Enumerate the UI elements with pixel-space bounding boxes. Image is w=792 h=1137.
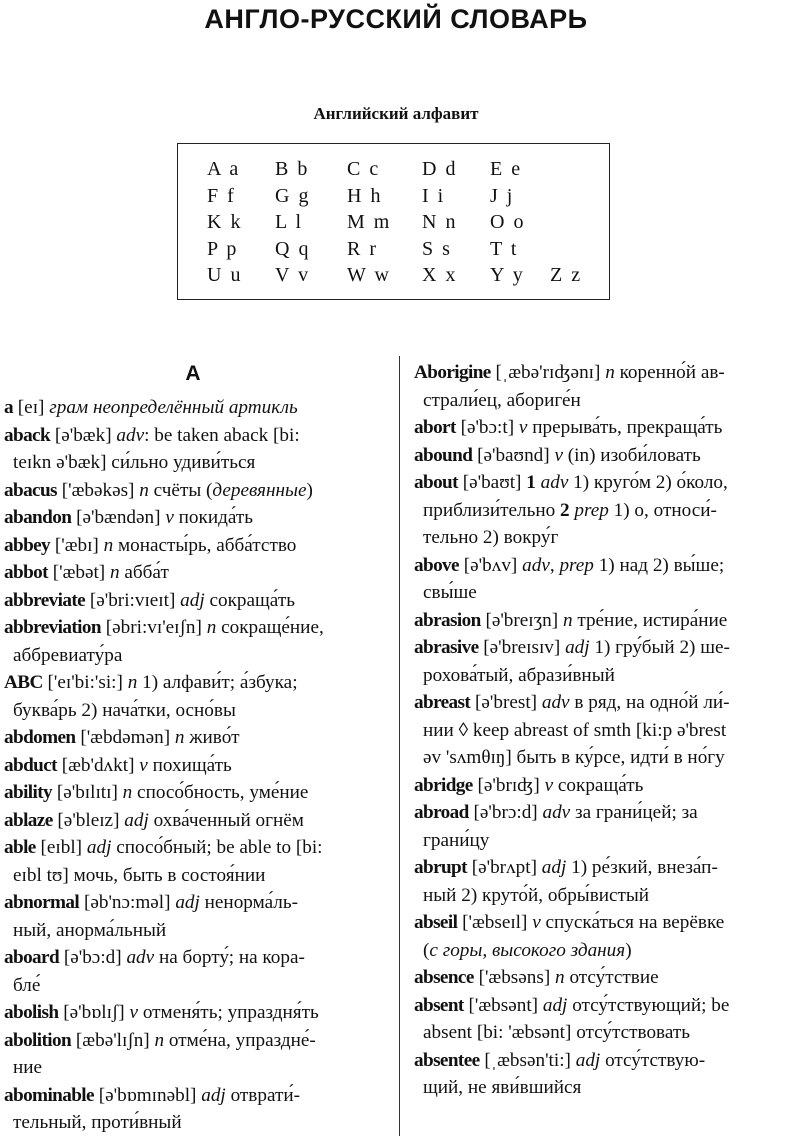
entry-text: [ə'brʌpt] — [466, 857, 542, 878]
entry-text: [æbə'lɪʃn] — [71, 1029, 155, 1051]
entry-headword: ablaze — [4, 809, 53, 831]
entry-headword: about — [414, 472, 458, 493]
alphabet-letter: T t — [490, 237, 519, 260]
entry-text: отменя́ть; упраздня́ть — [138, 1002, 319, 1023]
grammar-label: prep — [559, 554, 594, 576]
entry-text: ) — [306, 479, 313, 501]
alphabet-letter: O o — [490, 211, 526, 233]
dictionary-line — [4, 862, 396, 890]
entry-text: absent [bi: 'æbsənt] отсу́тствовать — [423, 1022, 691, 1043]
entry-text: [ə'bɒlɪʃ] — [58, 1002, 130, 1023]
dictionary-line — [4, 724, 396, 752]
entry-text: охва́ченный огнём — [148, 809, 304, 831]
entry-text: ['æbdəmən] — [75, 727, 175, 748]
entry-text: сокраще́ние, — [216, 617, 324, 638]
grammar-label: adj — [180, 589, 205, 611]
entry-text: 1) ре́зкий, внеза́п- — [566, 857, 718, 878]
entry-headword: abound — [414, 444, 473, 466]
entry-text: : be taken aback [bi: — [144, 424, 300, 446]
dictionary-line — [414, 414, 790, 442]
grammar-label: с горы, высокого здания — [429, 939, 626, 961]
entry-text: ['æbsənt] — [463, 994, 543, 1016]
dictionary-line — [4, 669, 396, 697]
entry-headword: abort — [414, 417, 456, 438]
dictionary-line — [4, 834, 396, 862]
section-letter: A — [185, 362, 201, 385]
entry-headword: abseil — [414, 912, 458, 933]
dictionary-line — [414, 744, 790, 772]
entry-headword: abridge — [414, 774, 473, 796]
dictionary-line — [4, 1027, 396, 1055]
entry-headword: abandon — [4, 507, 72, 528]
grammar-label: v — [544, 774, 554, 796]
alphabet-letter: S s — [422, 237, 452, 260]
alphabet-letter: D d — [422, 158, 458, 180]
entry-text: ['æbsəns] — [473, 967, 556, 988]
dictionary-line — [414, 799, 790, 827]
dictionary-line — [414, 854, 790, 882]
grammar-label: adv — [542, 802, 571, 823]
entry-text: отврати́- — [225, 1084, 301, 1106]
entry-text: [əbri:vɪ'eɪʃn] — [100, 617, 207, 638]
entry-headword: ability — [4, 782, 53, 803]
grammar-label: n — [562, 609, 573, 631]
entry-headword: abreast — [414, 692, 471, 713]
alphabet-letter: E e — [490, 158, 523, 180]
dictionary-line — [4, 477, 396, 505]
entry-headword: abolition — [4, 1029, 72, 1051]
entry-headword: absence — [414, 967, 474, 988]
entry-text: отсу́тствующий; be — [567, 994, 730, 1016]
entry-text: страли́ец, абориге́н — [423, 389, 581, 411]
entry-text: [ə'bɔ:d] — [59, 947, 127, 968]
entry-text: [ə'bʌv] — [458, 554, 523, 576]
entry-headword: abominable — [4, 1084, 94, 1106]
entry-headword: absentee — [414, 1049, 480, 1071]
alphabet-letter: G g — [275, 184, 311, 207]
entry-headword: a — [4, 397, 13, 418]
dictionary-line — [414, 359, 790, 387]
grammar-label: n — [154, 1029, 165, 1051]
alphabet-letter: X x — [422, 264, 458, 286]
dictionary-line — [414, 442, 790, 470]
entry-text: отсу́тствие — [564, 967, 659, 988]
entry-text: ['æbət] — [47, 562, 110, 583]
grammar-label: n — [103, 534, 114, 556]
entry-text: 1) о, относи́- — [608, 499, 717, 521]
entry-text: [ə'bɔ:t] — [455, 417, 519, 438]
entry-text: сокраща́ть — [204, 589, 295, 611]
entry-text: тельно 2) вокру́г — [423, 527, 559, 548]
alphabet-letter: J j — [490, 184, 515, 207]
grammar-label: v — [554, 444, 563, 466]
dictionary-line — [4, 697, 396, 725]
grammar-label: грам неопределённый артикль — [49, 397, 298, 418]
grammar-label: adv — [126, 947, 155, 968]
alphabet-letter: V v — [275, 264, 311, 286]
entry-text: teɪkn ə'bæk] си́льно удиви́ться — [13, 452, 256, 473]
dictionary-line — [414, 1074, 790, 1102]
entry-text: свы́ше — [423, 582, 477, 603]
entry-headword: abduct — [4, 754, 57, 776]
entry-text: [eɪbl] — [35, 837, 87, 858]
entry-text: сокраща́ть — [553, 774, 644, 796]
dictionary-line — [414, 882, 790, 910]
dictionary-line — [4, 559, 396, 587]
dictionary-line — [4, 587, 396, 615]
dictionary-line — [414, 579, 790, 607]
entry-text: за грани́цей; за — [570, 802, 698, 823]
dictionary-line — [4, 1082, 396, 1110]
entry-headword: absent — [414, 994, 464, 1016]
dictionary-line — [4, 614, 396, 642]
entry-text: , — [549, 554, 560, 576]
grammar-label: adj — [86, 837, 112, 858]
entry-headword: abrasive — [414, 637, 479, 658]
dictionary-line — [4, 972, 396, 1000]
entry-text: [ə'baʊnd] — [472, 444, 555, 466]
entry-text: [æb'dʌkt] — [56, 754, 140, 776]
grammar-label: adv — [540, 472, 569, 493]
dictionary-line — [414, 552, 790, 580]
alphabet-letter: Y y — [490, 264, 525, 286]
entry-text: отсу́тствую- — [600, 1049, 706, 1071]
entry-headword: abrupt — [414, 857, 467, 878]
entry-headword: ABC — [4, 672, 43, 693]
entry-text: буква́рь 2) нача́тки, осно́вы — [13, 699, 236, 721]
alphabet-letter: B b — [275, 158, 310, 180]
dictionary-line — [4, 752, 396, 780]
alphabet-letter: N n — [422, 211, 458, 233]
entry-text: ный, анорма́льный — [13, 919, 167, 941]
alphabet-letter: F f — [207, 184, 236, 207]
entry-text: на борту́; на кора- — [154, 947, 305, 968]
entry-text: [ə'breɪʒn] — [480, 609, 563, 631]
entry-headword: abbreviate — [4, 589, 86, 611]
entry-text: аббревиату́ра — [13, 644, 123, 666]
entry-text: монасты́рь, абба́тство — [113, 534, 297, 556]
entry-text: 1) алфави́т; а́збука; — [137, 672, 298, 693]
dictionary-line — [414, 1047, 790, 1075]
entry-text: [ə'brɔ:d] — [468, 802, 543, 823]
dictionary-line — [4, 779, 396, 807]
entry-headword: abroad — [414, 802, 469, 823]
dictionary-line — [4, 449, 396, 477]
entry-text: ['eɪ'bi:'si:] — [42, 672, 128, 693]
grammar-label: adj — [124, 809, 149, 831]
dictionary-line — [4, 944, 396, 972]
dictionary-line — [4, 999, 396, 1027]
dictionary-line — [414, 524, 790, 552]
dictionary-line — [414, 937, 790, 965]
grammar-label: adj — [201, 1084, 226, 1106]
grammar-label: n — [555, 967, 565, 988]
dictionary-line — [414, 497, 790, 525]
entry-text: спуска́ться на верёвке — [540, 912, 725, 933]
dictionary-line — [414, 827, 790, 855]
dictionary-line — [414, 909, 790, 937]
entry-text: отме́на, упраздне́- — [164, 1029, 316, 1051]
alphabet-letter: H h — [347, 184, 383, 207]
entry-headword: abacus — [4, 479, 57, 501]
entry-text: в ряд, на одно́й ли́- — [569, 692, 730, 713]
entry-text: покида́ть — [173, 507, 254, 528]
alphabet-letter: U u — [207, 264, 243, 286]
entry-text: бле́ — [13, 974, 41, 996]
entry-text: [ə'breɪsɪv] — [478, 637, 566, 658]
entry-text: [ə'bri:vɪeɪt] — [85, 589, 181, 611]
grammar-label: v — [165, 507, 174, 528]
alphabet-letter: L l — [275, 211, 304, 233]
grammar-label: adv — [116, 424, 145, 446]
alphabet-table — [177, 143, 610, 300]
alphabet-letter — [550, 238, 590, 265]
dictionary-line — [414, 717, 790, 745]
entry-text: ['æbɪ] — [50, 534, 104, 556]
entry-text: рохова́тый, абрази́вный — [423, 664, 615, 686]
grammar-label: v — [129, 1002, 139, 1023]
entry-text: нии ◊ keep abreast of smth [ki:p ə'brest — [423, 719, 727, 741]
entry-text: [ə'bæk] — [50, 424, 117, 446]
entry-text: ['æbəkəs] — [56, 479, 140, 501]
dictionary-line — [414, 387, 790, 415]
entry-text: [ə'bɪlɪtɪ] — [52, 782, 123, 803]
dictionary-line — [4, 1054, 396, 1082]
entry-text: ['æbseɪl] — [457, 912, 533, 933]
entry-text: ние — [13, 1057, 43, 1078]
entry-text: (in) изоби́ловать — [563, 444, 701, 466]
dictionary-line — [414, 1019, 790, 1047]
dictionary-line — [4, 422, 396, 450]
entry-text: абба́т — [119, 562, 169, 583]
entry-text: [eɪ] — [13, 397, 50, 418]
entry-text: əv 'sʌmθɪŋ] быть в ку́рсе, идти́ в но́гу — [423, 747, 725, 768]
grammar-label: adj — [175, 892, 200, 913]
entry-headword: abolish — [4, 1002, 59, 1023]
entry-text: 1) круго́м 2) о́коло, — [568, 472, 728, 493]
grammar-label: n — [110, 562, 120, 583]
entry-text: похища́ть — [147, 754, 232, 776]
dictionary-line — [4, 917, 396, 945]
entry-text: грани́цу — [423, 829, 490, 851]
dictionary-line — [414, 689, 790, 717]
dictionary-line — [4, 1109, 396, 1137]
grammar-label: prep — [574, 499, 609, 521]
alphabet-letter: Q q — [275, 237, 311, 260]
entry-text: ( — [423, 939, 430, 961]
entry-headword: aback — [4, 424, 51, 446]
dictionary-line — [4, 642, 396, 670]
dictionary-line — [4, 394, 396, 422]
grammar-label: n — [139, 479, 149, 501]
entry-text: [ə'bleɪz] — [52, 809, 125, 831]
entry-text: [ə'bɒmɪnəbl] — [93, 1084, 202, 1106]
entry-text: [ə'brest] — [470, 692, 542, 713]
alphabet-letter — [550, 158, 590, 185]
sense-number: 1 — [526, 472, 536, 493]
entry-text: живо́т — [184, 727, 240, 748]
dictionary-line — [4, 504, 396, 532]
entry-headword: abbey — [4, 534, 51, 556]
dictionary-line — [414, 662, 790, 690]
entry-text: прерыва́ть, прекраща́ть — [527, 417, 723, 438]
entry-headword: Aborigine — [414, 362, 491, 383]
entry-text: счёты ( — [148, 479, 213, 501]
grammar-label: n — [605, 362, 615, 383]
entry-text: спосо́бность, уме́ние — [132, 782, 309, 803]
alphabet-letter: Z z — [550, 264, 583, 286]
alphabet-letter: A a — [207, 158, 241, 180]
alphabet-letter: I i — [422, 184, 446, 207]
grammar-label: adv — [541, 692, 570, 713]
dictionary-line — [414, 607, 790, 635]
alphabet-letter: M m — [347, 211, 392, 233]
grammar-label: n — [127, 672, 138, 693]
entry-text: тельный, проти́вный — [13, 1112, 182, 1133]
grammar-label: adj — [541, 857, 567, 878]
entry-text: eɪbl tʊ] мочь, быть в состоя́нии — [13, 864, 266, 886]
grammar-label: adj — [542, 994, 568, 1016]
entry-headword: abbot — [4, 562, 48, 583]
dictionary-line — [414, 992, 790, 1020]
entry-headword: abnormal — [4, 892, 80, 913]
entry-text: [ə'baʊt] — [457, 472, 527, 493]
dictionary-line — [414, 772, 790, 800]
grammar-label: деревянные — [212, 479, 307, 501]
alphabet-title: Английский алфавит — [313, 104, 479, 123]
entry-text: ный 2) круто́й, обры́вистый — [423, 884, 650, 906]
entry-headword: aboard — [4, 947, 60, 968]
entry-headword: able — [4, 837, 36, 858]
entry-text: ненорма́ль- — [199, 892, 299, 913]
grammar-label: n — [206, 617, 217, 638]
entry-text: приблизи́тельно — [423, 499, 560, 521]
grammar-label: n — [174, 727, 185, 748]
entry-text: [ə'brɪʤ] — [472, 774, 545, 796]
entry-text: 1) над 2) вы́ше; — [593, 554, 725, 576]
dictionary-line — [414, 634, 790, 662]
grammar-label: adj — [575, 1049, 601, 1071]
grammar-label: v — [532, 912, 541, 933]
grammar-label: adj — [565, 637, 590, 658]
grammar-label: v — [518, 417, 528, 438]
grammar-label: n — [122, 782, 133, 803]
dictionary-line — [4, 889, 396, 917]
dictionary-line — [414, 964, 790, 992]
entry-text: щий, не яви́вшийся — [423, 1077, 582, 1098]
alphabet-letter: C c — [347, 158, 381, 180]
dictionary-line — [414, 469, 790, 497]
alphabet-letter: P p — [207, 237, 239, 260]
column-divider — [399, 356, 400, 1136]
dictionary-line — [4, 807, 396, 835]
dictionary-line — [4, 532, 396, 560]
sense-number: 2 — [560, 499, 570, 521]
alphabet-letter — [550, 211, 590, 238]
alphabet-letter: W w — [347, 264, 391, 286]
alphabet-letter: R r — [347, 237, 378, 260]
page-title: АНГЛО-РУССКИЙ СЛОВАРЬ — [204, 4, 588, 34]
dictionary-column-left — [4, 394, 396, 1137]
entry-text: 1) гру́бый 2) ше- — [589, 637, 730, 658]
entry-text: [ˌæbə'rɪʤənɪ] — [490, 362, 606, 383]
alphabet-grid — [207, 158, 590, 291]
alphabet-letter — [550, 185, 590, 212]
entry-text: коренно́й ав- — [614, 362, 725, 383]
entry-text: тре́ние, истира́ние — [572, 609, 728, 631]
entry-headword: abrasion — [414, 609, 481, 631]
entry-headword: abdomen — [4, 727, 76, 748]
entry-headword: abbreviation — [4, 617, 101, 638]
grammar-label: v — [139, 754, 148, 776]
entry-text: [əb'nɔ:məl] — [79, 892, 176, 913]
entry-text: [ˌæbsən'ti:] — [479, 1049, 576, 1071]
entry-headword: above — [414, 554, 459, 576]
entry-text: [ə'bændən] — [71, 507, 166, 528]
grammar-label: adv — [522, 554, 550, 576]
entry-text: спосо́бный; be able to [bi: — [111, 837, 323, 858]
entry-text: ) — [625, 939, 632, 961]
dictionary-column-right — [414, 359, 790, 1102]
alphabet-letter: K k — [207, 211, 243, 233]
